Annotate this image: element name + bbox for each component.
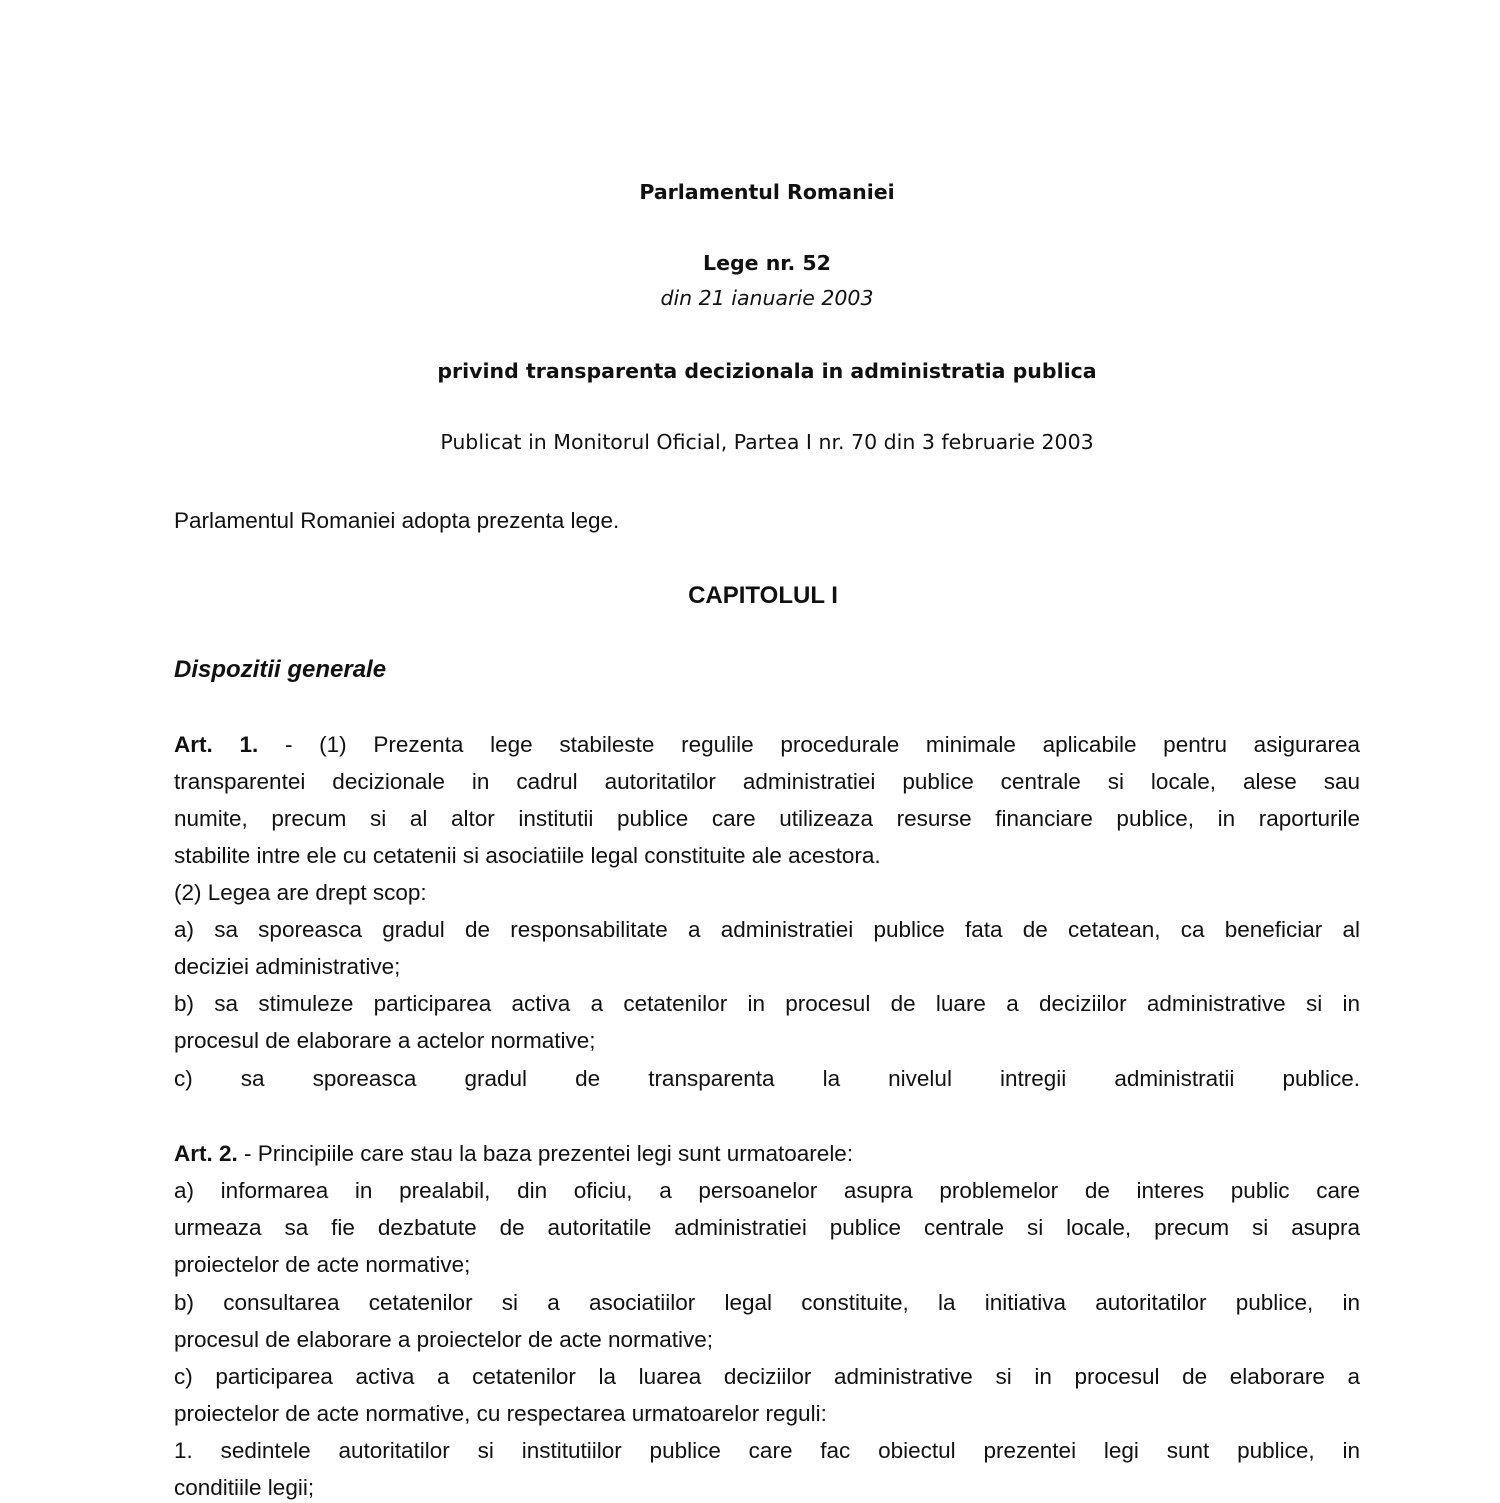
article-line: numite, precum si al altor institutii publice care utilizeaza resurse financiare publice, in raporturile xyxy=(174,806,1360,831)
article-line: urmeaza sa fie dezbatute de autoritatile administratiei publice centrale si locale, precum si asupra xyxy=(174,1215,1360,1240)
article-line: a) informarea in prealabil, din oficiu, a persoanelor asupra problemelor de interes public care xyxy=(174,1178,1360,1203)
preamble: Parlamentul Romaniei adopta prezenta lege. xyxy=(174,508,620,533)
article-label: Art. 2. xyxy=(174,1141,238,1166)
article-line: b) sa stimuleze participarea activa a cetatenilor in procesul de luare a deciziilor administrative si in xyxy=(174,991,1360,1016)
article-line: proiectelor de acte normative; xyxy=(174,1252,471,1277)
article-text: - (1) Prezenta lege stabileste regulile procedurale minimale aplicabile pentru asigurarea xyxy=(258,732,1360,757)
publication-info: Publicat in Monitorul Oficial, Partea I nr. 70 din 3 februarie 2003 xyxy=(440,430,1094,454)
parliament-name: Parlamentul Romaniei xyxy=(639,180,895,204)
article-line: b) consultarea cetatenilor si a asociatiilor legal constituite, la initiativa autoritatilor publice, in xyxy=(174,1290,1360,1315)
article-line: procesul de elaborare a actelor normative; xyxy=(174,1028,596,1053)
law-subject: privind transparenta decizionala in administratia publica xyxy=(437,359,1097,383)
article-line: conditiile legii; xyxy=(174,1475,315,1500)
article-line: stabilite intre ele cu cetatenii si asociatiile legal constituite ale acestora. xyxy=(174,843,881,868)
article-line: c) participarea activa a cetatenilor la luarea deciziilor administrative si in procesul de elaborare a xyxy=(174,1364,1360,1389)
article-line: 1. sedintele autoritatilor si institutiilor publice care fac obiectul prezentei legi sunt publice, in xyxy=(174,1438,1360,1463)
law-date: din 21 ianuarie 2003 xyxy=(660,286,874,310)
article-line: deciziei administrative; xyxy=(174,954,401,979)
chapter-heading: CAPITOLUL I xyxy=(688,582,838,609)
article-line: a) sa sporeasca gradul de responsabilitate a administratiei publice fata de cetatean, ca beneficiar al xyxy=(174,917,1360,942)
article-line: (2) Legea are drept scop: xyxy=(174,880,427,905)
article-line xyxy=(174,730,1360,760)
section-heading: Dispozitii generale xyxy=(174,656,387,683)
law-number: Lege nr. 52 xyxy=(703,251,831,275)
article-line: transparentei decizionale in cadrul autoritatilor administratiei publice centrale si locale, alese sau xyxy=(174,769,1360,794)
article-label: Art. 1. xyxy=(174,732,259,757)
article-line: c) sa sporeasca gradul de transparenta la nivelul intregii administratii publice. xyxy=(174,1066,1360,1091)
article-text: - Principiile care stau la baza prezentei legi sunt urmatoarele: xyxy=(237,1141,854,1166)
article-line: proiectelor de acte normative, cu respectarea urmatoarelor reguli: xyxy=(174,1401,827,1426)
article-line xyxy=(174,1139,1360,1169)
article-line: procesul de elaborare a proiectelor de acte normative; xyxy=(174,1327,714,1352)
